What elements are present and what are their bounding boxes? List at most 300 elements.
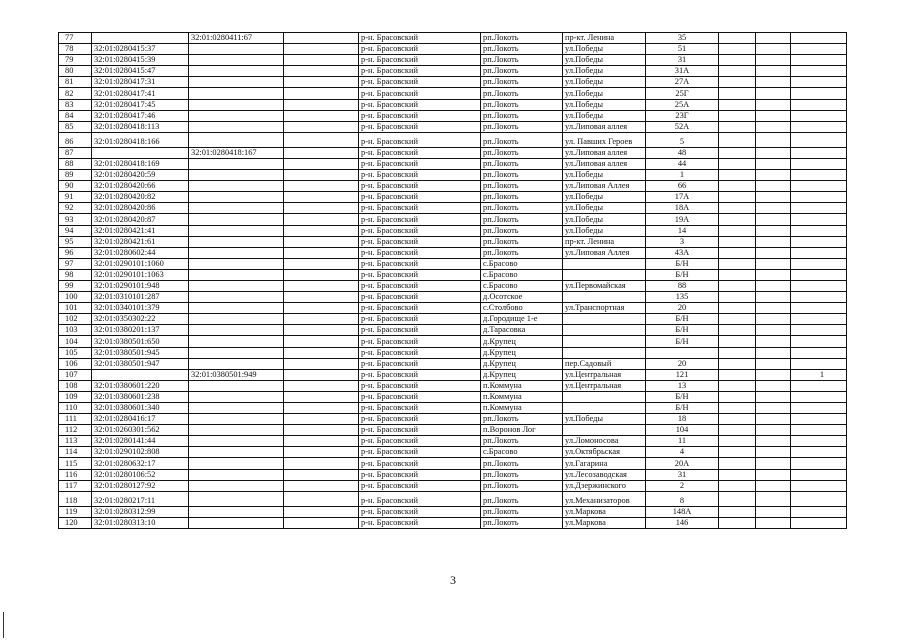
district-cell: р-н. Брасовский — [359, 314, 481, 325]
cadastral-number-cell: 32:01:0290102:808 — [92, 447, 189, 458]
house-number-cell: 52А — [646, 121, 719, 132]
district-cell: р-н. Брасовский — [359, 269, 481, 280]
table-row — [59, 336, 847, 347]
street-cell: ул.Липовая Аллея — [563, 247, 646, 258]
empty-cell — [719, 88, 756, 99]
empty-cell — [756, 110, 791, 121]
street-cell — [563, 347, 646, 358]
district-cell: р-н. Брасовский — [359, 44, 481, 55]
empty-cell — [756, 225, 791, 236]
table-row — [59, 225, 847, 236]
row-number-cell: 92 — [59, 203, 92, 214]
street-cell: ул.Октябрьская — [563, 447, 646, 458]
cadastral-number-cell: 32:01:0280420:86 — [92, 203, 189, 214]
house-number-cell: 27А — [646, 77, 719, 88]
street-cell — [563, 336, 646, 347]
cadastral-number-cell: 32:01:0280417:41 — [92, 88, 189, 99]
table-row — [59, 33, 847, 44]
empty-cell — [719, 480, 756, 491]
house-number-cell: Б/Н — [646, 336, 719, 347]
house-number-cell: 23Г — [646, 110, 719, 121]
empty-cell — [284, 336, 359, 347]
house-number-cell: Б/Н — [646, 325, 719, 336]
street-cell — [563, 425, 646, 436]
street-cell: ул.Маркова — [563, 517, 646, 528]
cadastral-number-alt-cell — [189, 447, 284, 458]
district-cell: р-н. Брасовский — [359, 77, 481, 88]
mark-cell — [791, 292, 847, 303]
cadastral-number-cell: 32:01:0280418:169 — [92, 158, 189, 169]
cadastral-number-cell: 32:01:0280602:44 — [92, 247, 189, 258]
street-cell — [563, 391, 646, 402]
settlement-cell: с.Брасово — [481, 280, 563, 291]
mark-cell — [791, 391, 847, 402]
row-number-cell: 85 — [59, 121, 92, 132]
house-number-cell: 31 — [646, 55, 719, 66]
district-cell: р-н. Брасовский — [359, 192, 481, 203]
cadastral-number-cell: 32:01:0280217:11 — [92, 491, 189, 506]
empty-cell — [719, 380, 756, 391]
empty-cell — [284, 66, 359, 77]
district-cell: р-н. Брасовский — [359, 347, 481, 358]
empty-cell — [756, 55, 791, 66]
street-cell: ул.Победы — [563, 170, 646, 181]
house-number-cell: 43А — [646, 247, 719, 258]
mark-cell — [791, 414, 847, 425]
empty-cell — [719, 506, 756, 517]
district-cell: р-н. Брасовский — [359, 55, 481, 66]
house-number-cell: 44 — [646, 158, 719, 169]
empty-cell — [756, 506, 791, 517]
cadastral-number-cell: 32:01:0310101:287 — [92, 292, 189, 303]
cadastral-number-cell: 32:01:0280420:59 — [92, 170, 189, 181]
row-number-cell: 107 — [59, 369, 92, 380]
table-row — [59, 44, 847, 55]
empty-cell — [756, 336, 791, 347]
cadastral-number-alt-cell — [189, 121, 284, 132]
mark-cell — [791, 99, 847, 110]
table-row — [59, 66, 847, 77]
cadastral-number-alt-cell — [189, 480, 284, 491]
house-number-cell: 19А — [646, 214, 719, 225]
settlement-cell: рп.Локоть — [481, 236, 563, 247]
empty-cell — [756, 214, 791, 225]
empty-cell — [756, 369, 791, 380]
district-cell: р-н. Брасовский — [359, 303, 481, 314]
settlement-cell: рп.Локоть — [481, 132, 563, 147]
district-cell: р-н. Брасовский — [359, 403, 481, 414]
cadastral-number-alt-cell — [189, 88, 284, 99]
table-row — [59, 425, 847, 436]
cadastral-number-cell: 32:01:0280415:39 — [92, 55, 189, 66]
empty-cell — [719, 236, 756, 247]
district-cell: р-н. Брасовский — [359, 292, 481, 303]
table-row — [59, 55, 847, 66]
empty-cell — [719, 269, 756, 280]
settlement-cell: рп.Локоть — [481, 203, 563, 214]
mark-cell — [791, 181, 847, 192]
district-cell: р-н. Брасовский — [359, 325, 481, 336]
street-cell — [563, 269, 646, 280]
table-row — [59, 77, 847, 88]
district-cell: р-н. Брасовский — [359, 33, 481, 44]
empty-cell — [284, 303, 359, 314]
row-number-cell: 94 — [59, 225, 92, 236]
table-row — [59, 325, 847, 336]
district-cell: р-н. Брасовский — [359, 147, 481, 158]
empty-cell — [719, 358, 756, 369]
row-number-cell: 90 — [59, 181, 92, 192]
empty-cell — [284, 391, 359, 402]
mark-cell — [791, 88, 847, 99]
district-cell: р-н. Брасовский — [359, 425, 481, 436]
settlement-cell: п.Коммуна — [481, 391, 563, 402]
empty-cell — [284, 292, 359, 303]
cadastral-number-alt-cell — [189, 110, 284, 121]
district-cell: р-н. Брасовский — [359, 517, 481, 528]
settlement-cell: рп.Локоть — [481, 436, 563, 447]
table-row — [59, 158, 847, 169]
row-number-cell: 119 — [59, 506, 92, 517]
house-number-cell: 13 — [646, 380, 719, 391]
street-cell — [563, 325, 646, 336]
mark-cell — [791, 258, 847, 269]
row-number-cell: 114 — [59, 447, 92, 458]
cadastral-number-cell: 32:01:0350302:22 — [92, 314, 189, 325]
empty-cell — [284, 192, 359, 203]
empty-cell — [756, 33, 791, 44]
street-cell: ул.Победы — [563, 88, 646, 99]
empty-cell — [719, 225, 756, 236]
house-number-cell: 20 — [646, 358, 719, 369]
cadastral-number-cell: 32:01:0280420:82 — [92, 192, 189, 203]
house-number-cell: 3 — [646, 236, 719, 247]
empty-cell — [284, 158, 359, 169]
settlement-cell: рп.Локоть — [481, 44, 563, 55]
district-cell: р-н. Брасовский — [359, 506, 481, 517]
house-number-cell: 5 — [646, 132, 719, 147]
mark-cell — [791, 436, 847, 447]
empty-cell — [719, 170, 756, 181]
empty-cell — [756, 403, 791, 414]
cadastral-number-alt-cell — [189, 258, 284, 269]
empty-cell — [756, 414, 791, 425]
cadastral-number-cell — [92, 33, 189, 44]
property-register-table — [58, 32, 847, 529]
mark-cell — [791, 303, 847, 314]
empty-cell — [719, 325, 756, 336]
house-number-cell: Б/Н — [646, 403, 719, 414]
cadastral-number-cell: 32:01:0280417:46 — [92, 110, 189, 121]
empty-cell — [756, 280, 791, 291]
table-row — [59, 203, 847, 214]
empty-cell — [284, 403, 359, 414]
empty-cell — [719, 247, 756, 258]
district-cell: р-н. Брасовский — [359, 99, 481, 110]
cadastral-number-cell: 32:01:0280141:44 — [92, 436, 189, 447]
settlement-cell: рп.Локоть — [481, 147, 563, 158]
cadastral-number-alt-cell — [189, 99, 284, 110]
house-number-cell: 17А — [646, 192, 719, 203]
district-cell: р-н. Брасовский — [359, 247, 481, 258]
settlement-cell: рп.Локоть — [481, 66, 563, 77]
district-cell: р-н. Брасовский — [359, 380, 481, 391]
table-row — [59, 292, 847, 303]
row-number-cell: 79 — [59, 55, 92, 66]
house-number-cell: 20А — [646, 458, 719, 469]
street-cell: ул.Механизаторов — [563, 491, 646, 506]
empty-cell — [756, 436, 791, 447]
cadastral-number-cell: 32:01:0290101:1063 — [92, 269, 189, 280]
empty-cell — [756, 391, 791, 402]
settlement-cell: д.Крупец — [481, 369, 563, 380]
empty-cell — [284, 269, 359, 280]
table-row — [59, 369, 847, 380]
empty-cell — [284, 132, 359, 147]
table-row — [59, 147, 847, 158]
district-cell: р-н. Брасовский — [359, 414, 481, 425]
row-number-cell: 117 — [59, 480, 92, 491]
mark-cell — [791, 158, 847, 169]
settlement-cell: п.Коммуна — [481, 403, 563, 414]
table-row — [59, 491, 847, 506]
house-number-cell: Б/Н — [646, 314, 719, 325]
mark-cell — [791, 358, 847, 369]
mark-cell — [791, 203, 847, 214]
mark-cell — [791, 236, 847, 247]
mark-cell — [791, 147, 847, 158]
empty-cell — [756, 203, 791, 214]
house-number-cell: Б/Н — [646, 258, 719, 269]
mark-cell — [791, 380, 847, 391]
table-row — [59, 391, 847, 402]
street-cell: ул.Победы — [563, 192, 646, 203]
row-number-cell: 115 — [59, 458, 92, 469]
district-cell: р-н. Брасовский — [359, 158, 481, 169]
register-rows — [59, 33, 847, 529]
empty-cell — [719, 314, 756, 325]
mark-cell — [791, 132, 847, 147]
street-cell: ул. Павших Героев — [563, 132, 646, 147]
table-row — [59, 214, 847, 225]
mark-cell — [791, 66, 847, 77]
district-cell: р-н. Брасовский — [359, 181, 481, 192]
settlement-cell: рп.Локоть — [481, 170, 563, 181]
empty-cell — [719, 77, 756, 88]
empty-cell — [756, 66, 791, 77]
empty-cell — [719, 292, 756, 303]
cadastral-number-alt-cell — [189, 314, 284, 325]
empty-cell — [284, 121, 359, 132]
cadastral-number-alt-cell — [189, 132, 284, 147]
empty-cell — [284, 314, 359, 325]
table-row — [59, 280, 847, 291]
settlement-cell: д.Тарасовка — [481, 325, 563, 336]
mark-cell — [791, 347, 847, 358]
mark-cell — [791, 517, 847, 528]
house-number-cell: 4 — [646, 447, 719, 458]
house-number-cell: 1 — [646, 170, 719, 181]
table-row — [59, 132, 847, 147]
cadastral-number-alt-cell — [189, 347, 284, 358]
district-cell: р-н. Брасовский — [359, 170, 481, 181]
settlement-cell: п.Коммуна — [481, 380, 563, 391]
empty-cell — [756, 77, 791, 88]
empty-cell — [756, 269, 791, 280]
empty-cell — [284, 358, 359, 369]
table-row — [59, 480, 847, 491]
mark-cell — [791, 447, 847, 458]
house-number-cell — [646, 347, 719, 358]
mark-cell — [791, 247, 847, 258]
settlement-cell: рп.Локоть — [481, 225, 563, 236]
empty-cell — [719, 369, 756, 380]
row-number-cell: 101 — [59, 303, 92, 314]
mark-cell — [791, 314, 847, 325]
cadastral-number-cell: 32:01:0280418:166 — [92, 132, 189, 147]
empty-cell — [756, 469, 791, 480]
row-number-cell: 102 — [59, 314, 92, 325]
cadastral-number-alt-cell — [189, 436, 284, 447]
empty-cell — [756, 480, 791, 491]
district-cell: р-н. Брасовский — [359, 369, 481, 380]
table-row — [59, 458, 847, 469]
table-row — [59, 358, 847, 369]
cadastral-number-cell: 32:01:0280421:61 — [92, 236, 189, 247]
row-number-cell: 111 — [59, 414, 92, 425]
table-row — [59, 236, 847, 247]
street-cell: ул.Победы — [563, 66, 646, 77]
row-number-cell: 116 — [59, 469, 92, 480]
mark-cell: 1 — [791, 369, 847, 380]
district-cell: р-н. Брасовский — [359, 480, 481, 491]
house-number-cell: 31А — [646, 66, 719, 77]
street-cell: ул.Липовая аллея — [563, 147, 646, 158]
cadastral-number-alt-cell — [189, 303, 284, 314]
settlement-cell: рп.Локоть — [481, 33, 563, 44]
empty-cell — [719, 517, 756, 528]
house-number-cell: 104 — [646, 425, 719, 436]
table-row — [59, 447, 847, 458]
table-row — [59, 269, 847, 280]
row-number-cell: 109 — [59, 391, 92, 402]
row-number-cell: 84 — [59, 110, 92, 121]
cadastral-number-alt-cell — [189, 517, 284, 528]
cadastral-number-cell: 32:01:0290101:948 — [92, 280, 189, 291]
street-cell — [563, 403, 646, 414]
street-cell: ул.Транспортная — [563, 303, 646, 314]
mark-cell — [791, 170, 847, 181]
settlement-cell: рп.Локоть — [481, 214, 563, 225]
table-row — [59, 121, 847, 132]
cadastral-number-cell: 32:01:0280420:66 — [92, 181, 189, 192]
mark-cell — [791, 425, 847, 436]
settlement-cell: рп.Локоть — [481, 88, 563, 99]
cadastral-number-alt-cell — [189, 44, 284, 55]
empty-cell — [719, 181, 756, 192]
house-number-cell: 88 — [646, 280, 719, 291]
house-number-cell: 8 — [646, 491, 719, 506]
mark-cell — [791, 55, 847, 66]
cadastral-number-alt-cell — [189, 491, 284, 506]
page-number: 3 — [450, 573, 456, 587]
cadastral-number-cell — [92, 369, 189, 380]
empty-cell — [719, 192, 756, 203]
table-row — [59, 303, 847, 314]
district-cell: р-н. Брасовский — [359, 391, 481, 402]
empty-cell — [284, 447, 359, 458]
cadastral-number-alt-cell — [189, 414, 284, 425]
empty-cell — [284, 380, 359, 391]
mark-cell — [791, 77, 847, 88]
empty-cell — [284, 170, 359, 181]
empty-cell — [284, 181, 359, 192]
house-number-cell: 51 — [646, 44, 719, 55]
table-row — [59, 469, 847, 480]
cadastral-number-cell: 32:01:0380501:945 — [92, 347, 189, 358]
mark-cell — [791, 325, 847, 336]
house-number-cell: 25Г — [646, 88, 719, 99]
cadastral-number-alt-cell — [189, 77, 284, 88]
street-cell: ул.Центральная — [563, 380, 646, 391]
settlement-cell: рп.Локоть — [481, 158, 563, 169]
street-cell: ул.Победы — [563, 110, 646, 121]
settlement-cell: п.Воронов Лог — [481, 425, 563, 436]
mark-cell — [791, 110, 847, 121]
row-number-cell: 108 — [59, 380, 92, 391]
empty-cell — [284, 425, 359, 436]
district-cell: р-н. Брасовский — [359, 458, 481, 469]
district-cell: р-н. Брасовский — [359, 225, 481, 236]
empty-cell — [756, 358, 791, 369]
cadastral-number-cell: 32:01:0280418:113 — [92, 121, 189, 132]
row-number-cell: 77 — [59, 33, 92, 44]
empty-cell — [756, 517, 791, 528]
page-edge-mark — [3, 612, 4, 638]
row-number-cell: 120 — [59, 517, 92, 528]
row-number-cell: 104 — [59, 336, 92, 347]
table-row — [59, 192, 847, 203]
row-number-cell: 110 — [59, 403, 92, 414]
empty-cell — [756, 132, 791, 147]
district-cell: р-н. Брасовский — [359, 132, 481, 147]
empty-cell — [719, 203, 756, 214]
empty-cell — [719, 66, 756, 77]
cadastral-number-cell: 32:01:0380501:650 — [92, 336, 189, 347]
settlement-cell: рп.Локоть — [481, 99, 563, 110]
empty-cell — [756, 258, 791, 269]
cadastral-number-alt-cell — [189, 214, 284, 225]
empty-cell — [284, 225, 359, 236]
empty-cell — [719, 99, 756, 110]
street-cell: ул.Первомайская — [563, 280, 646, 291]
table-row — [59, 517, 847, 528]
row-number-cell: 87 — [59, 147, 92, 158]
empty-cell — [756, 325, 791, 336]
table-row — [59, 181, 847, 192]
row-number-cell: 82 — [59, 88, 92, 99]
district-cell: р-н. Брасовский — [359, 121, 481, 132]
settlement-cell: рп.Локоть — [481, 480, 563, 491]
district-cell: р-н. Брасовский — [359, 203, 481, 214]
settlement-cell: д.Городище 1-е — [481, 314, 563, 325]
table-row — [59, 247, 847, 258]
row-number-cell: 93 — [59, 214, 92, 225]
mark-cell — [791, 403, 847, 414]
street-cell: ул.Центральная — [563, 369, 646, 380]
mark-cell — [791, 458, 847, 469]
settlement-cell: рп.Локоть — [481, 469, 563, 480]
